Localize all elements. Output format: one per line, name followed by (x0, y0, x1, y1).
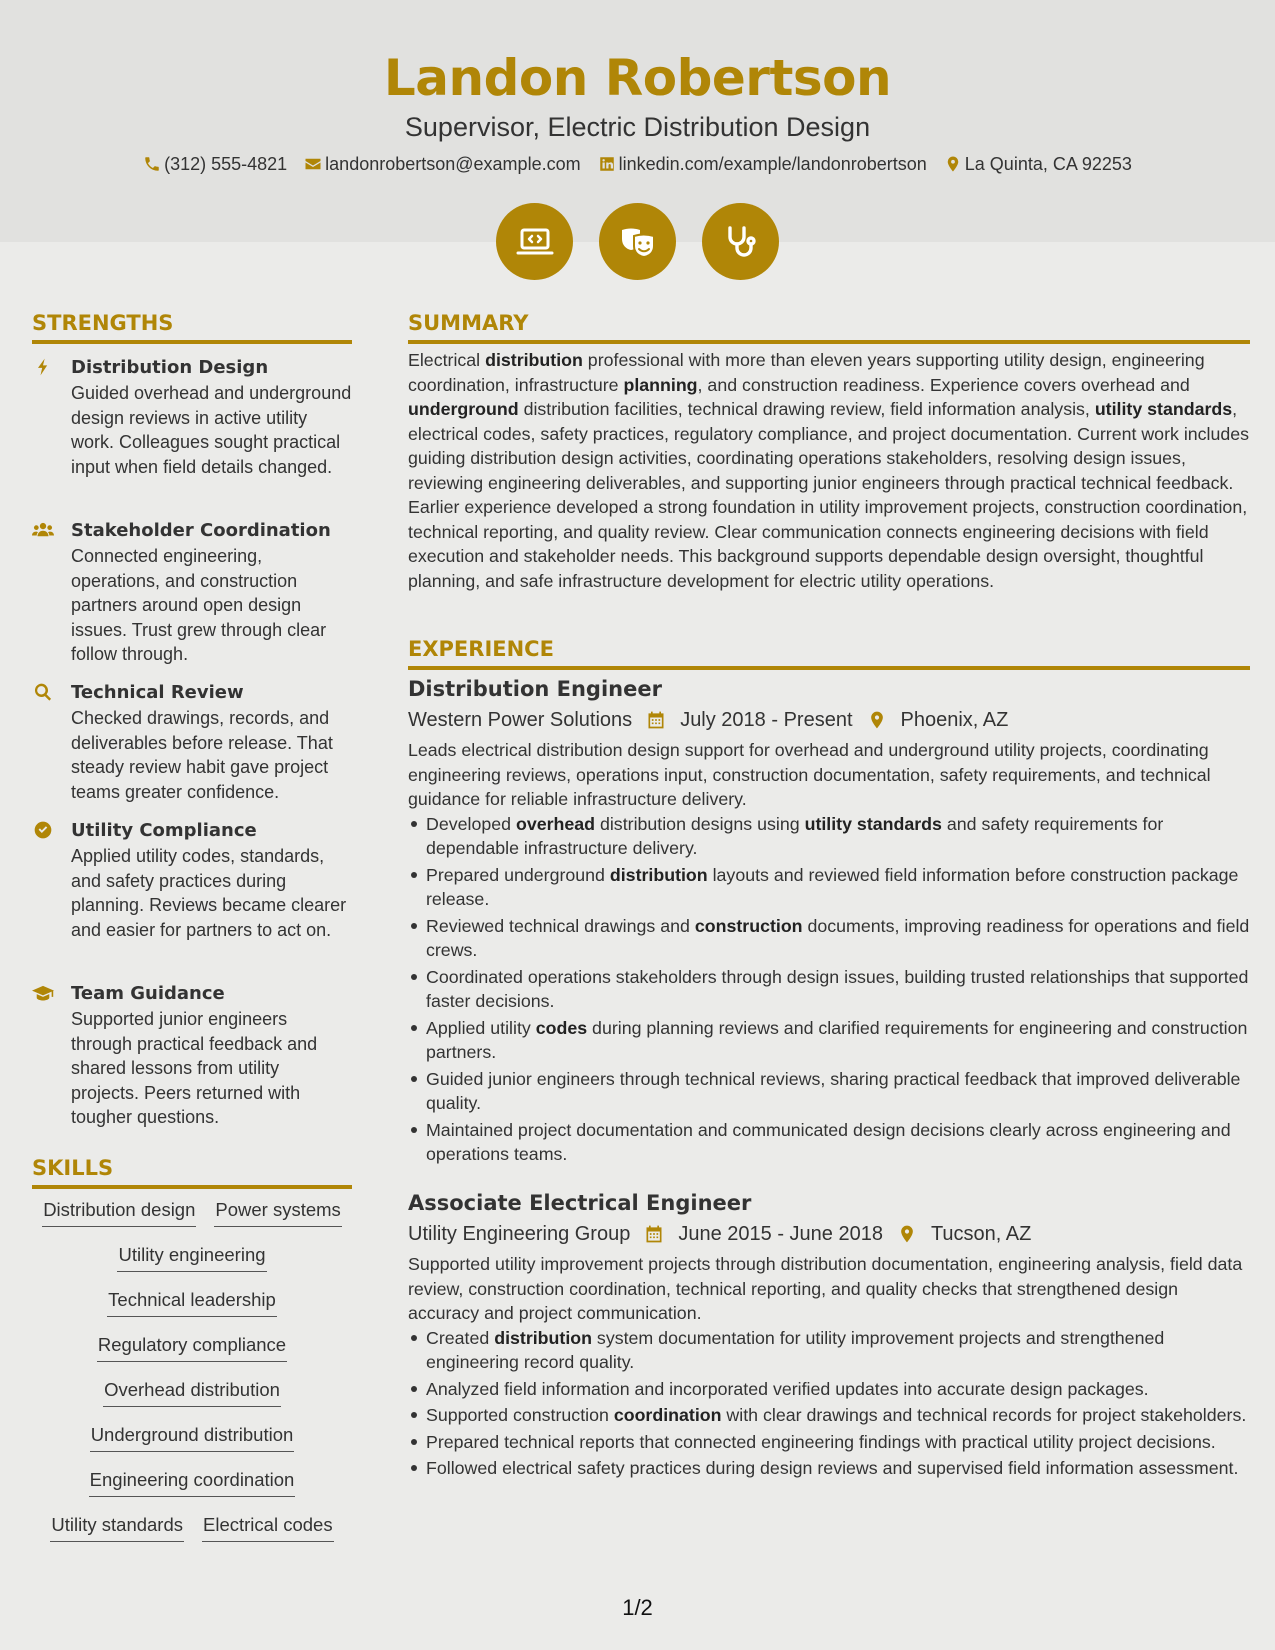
strength-title: Utility Compliance (71, 820, 257, 841)
map-pin-icon (944, 155, 962, 173)
skill-row (32, 1241, 352, 1286)
laptop-code-icon (515, 222, 555, 262)
bolt-icon (32, 357, 56, 379)
page-number: 1/2 (622, 1595, 653, 1620)
envelope-icon (304, 155, 322, 173)
job-bullet: Analyzed field information and incorporated verified updates into accurate design packages. (426, 1377, 1253, 1402)
strength-item (32, 981, 352, 1130)
candidate-title: Supervisor, Electric Distribution Design (404, 112, 871, 142)
theater-masks-icon (618, 222, 658, 262)
search-icon (32, 682, 56, 704)
candidate-name: Landon Robertson (383, 49, 892, 107)
skill-tag: Electrical codes (202, 1511, 334, 1542)
strength-desc: Guided overhead and underground design reviews in active utility work. Colleagues sought practical input when field details changed. (71, 383, 352, 477)
check-circle-icon (32, 820, 56, 842)
skills-rule (32, 1185, 352, 1189)
strengths-rule (32, 340, 352, 344)
job-company: Western Power Solutions (408, 709, 633, 731)
skill-row (32, 1286, 352, 1331)
strength-item (32, 355, 352, 479)
skill-tag: Power systems (214, 1196, 341, 1227)
stethoscope-icon (721, 222, 761, 262)
strength-title: Distribution Design (71, 357, 269, 378)
contact-phone-text: (312) 555-4821 (164, 154, 288, 174)
job-bullet: Coordinated operations stakeholders through design issues, building trusted relationships that supported faster decisions. (426, 965, 1253, 1014)
experience-rule (408, 666, 1250, 670)
skill-row (32, 1511, 352, 1556)
contact-email[interactable] (304, 152, 580, 176)
job-bullet: Reviewed technical drawings and construction documents, improving readiness for operations and field crews. (426, 914, 1253, 963)
job-entry (408, 1188, 1253, 1483)
contact-location[interactable] (944, 152, 1132, 176)
job-meta (408, 1219, 1253, 1249)
job-location: Tucson, AZ (930, 1223, 1032, 1245)
summary-heading: SUMMARY (408, 311, 529, 335)
users-icon (32, 520, 56, 542)
badge-theater-masks (599, 203, 676, 280)
summary-rule (408, 340, 1250, 344)
job-bullet: Prepared underground distribution layouts and reviewed field information before construction package release. (426, 863, 1253, 912)
job-entry (408, 674, 1253, 1169)
experience-heading: EXPERIENCE (408, 637, 554, 661)
job-bullet: Followed electrical safety practices during design reviews and supervised field information assessment. (426, 1456, 1253, 1481)
contact-linkedin[interactable] (598, 152, 927, 176)
interest-badges (0, 203, 1275, 280)
strength-title: Stakeholder Coordination (71, 520, 331, 541)
strengths-heading: STRENGTHS (32, 311, 174, 335)
map-pin-icon (896, 1224, 918, 1244)
job-location: Phoenix, AZ (900, 709, 1009, 731)
graduation-cap-icon (32, 983, 56, 1005)
badge-laptop-code (496, 203, 573, 280)
map-pin-icon (866, 710, 888, 730)
strength-desc: Connected engineering, operations, and construction partners around open design issues. Trust grew through clear follow through. (71, 546, 327, 664)
strength-item (32, 818, 352, 942)
strength-desc: Supported junior engineers through practical feedback and shared lessons from utility projects. Peers returned with tougher questions. (71, 1009, 318, 1127)
job-bullets (408, 1326, 1253, 1481)
job-bullets (408, 812, 1253, 1167)
contact-phone[interactable] (143, 152, 287, 176)
job-bullet: Developed overhead distribution designs using utility standards and safety requirements for dependable infrastructure delivery. (426, 812, 1253, 861)
job-meta (408, 705, 1253, 735)
skills-heading: SKILLS (32, 1156, 114, 1180)
skill-row (32, 1196, 352, 1241)
job-title: Associate Electrical Engineer (408, 1191, 752, 1215)
badge-stethoscope (702, 203, 779, 280)
strength-desc: Applied utility codes, standards, and safety practices during planning. Reviews became clearer and easier for partners to act on. (71, 846, 347, 940)
contact-location-text: La Quinta, CA 92253 (964, 154, 1132, 174)
skill-tag: Overhead distribution (103, 1376, 281, 1407)
skill-tag: Distribution design (42, 1196, 196, 1227)
strength-item (32, 518, 352, 667)
job-bullet: Maintained project documentation and communicated design decisions clearly across engineering and operations teams. (426, 1118, 1253, 1167)
summary-text: Electrical distribution professional with more than eleven years supporting utility design, engineering coordination, infrastructure planning, and construction readiness. Experience covers overhead and underground distribution facilities, technical drawing review, field information analysis, utility standards, electrical codes, safety practices, regulatory compliance, and project documentation. Current work includes guiding distribution design activities, coordinating operations stakeholders, resolving design issues, reviewing engineering deliverables, and supporting junior engineers through practical technical feedback. Earlier experience developed a strong foundation in utility improvement projects, construction coordination, technical reporting, and quality review. Clear communication connects engineering decisions with field execution and stakeholder needs. This background supports dependable design oversight, thoughtful planning, and safe infrastructure development for electric utility operations. (408, 350, 1250, 591)
strength-item (32, 680, 352, 804)
skill-row (32, 1466, 352, 1511)
calendar-icon (643, 1224, 665, 1244)
job-bullet: Created distribution system documentation for utility improvement projects and strengthened engineering record quality. (426, 1326, 1253, 1375)
skill-row (32, 1421, 352, 1466)
job-bullet: Guided junior engineers through technical reviews, sharing practical feedback that improved deliverable quality. (426, 1067, 1253, 1116)
skill-row (32, 1331, 352, 1376)
job-title: Distribution Engineer (408, 677, 662, 701)
job-dates: July 2018 - Present (680, 709, 853, 731)
job-company: Utility Engineering Group (408, 1223, 631, 1245)
skills-list (32, 1196, 352, 1556)
skill-tag: Engineering coordination (89, 1466, 296, 1497)
skill-tag: Technical leadership (107, 1286, 277, 1317)
job-dates: June 2015 - June 2018 (678, 1223, 883, 1245)
skill-tag: Utility standards (50, 1511, 184, 1542)
phone-icon (143, 155, 161, 173)
calendar-icon (645, 710, 667, 730)
job-bullet: Prepared technical reports that connected engineering findings with practical utility project decisions. (426, 1430, 1253, 1455)
skill-tag: Regulatory compliance (97, 1331, 287, 1362)
strength-title: Team Guidance (71, 983, 225, 1004)
skill-tag: Underground distribution (90, 1421, 295, 1452)
linkedin-icon (598, 155, 616, 173)
contact-email-text: landonrobertson@example.com (325, 154, 581, 174)
strength-desc: Checked drawings, records, and deliverables before release. That steady review habit gave project teams greater confidence. (71, 708, 333, 802)
job-description: Leads electrical distribution design support for overhead and underground utility projects, coordinating engineering reviews, operations input, construction documentation, safety requirements, and technical guidance for reliable infrastructure delivery. (408, 740, 1211, 809)
job-bullet: Applied utility codes during planning reviews and clarified requirements for engineering and construction partners. (426, 1016, 1253, 1065)
skill-tag: Utility engineering (117, 1241, 266, 1272)
skill-row (32, 1376, 352, 1421)
contact-bar (0, 152, 1275, 176)
job-description: Supported utility improvement projects through distribution documentation, engineering analysis, field data review, construction coordination, technical reporting, and quality checks that strengthened design accuracy and project communication. (408, 1254, 1243, 1323)
job-bullet: Supported construction coordination with clear drawings and technical records for project stakeholders. (426, 1403, 1253, 1428)
contact-linkedin-text: linkedin.com/example/landonrobertson (618, 154, 927, 174)
strength-title: Technical Review (71, 682, 244, 703)
